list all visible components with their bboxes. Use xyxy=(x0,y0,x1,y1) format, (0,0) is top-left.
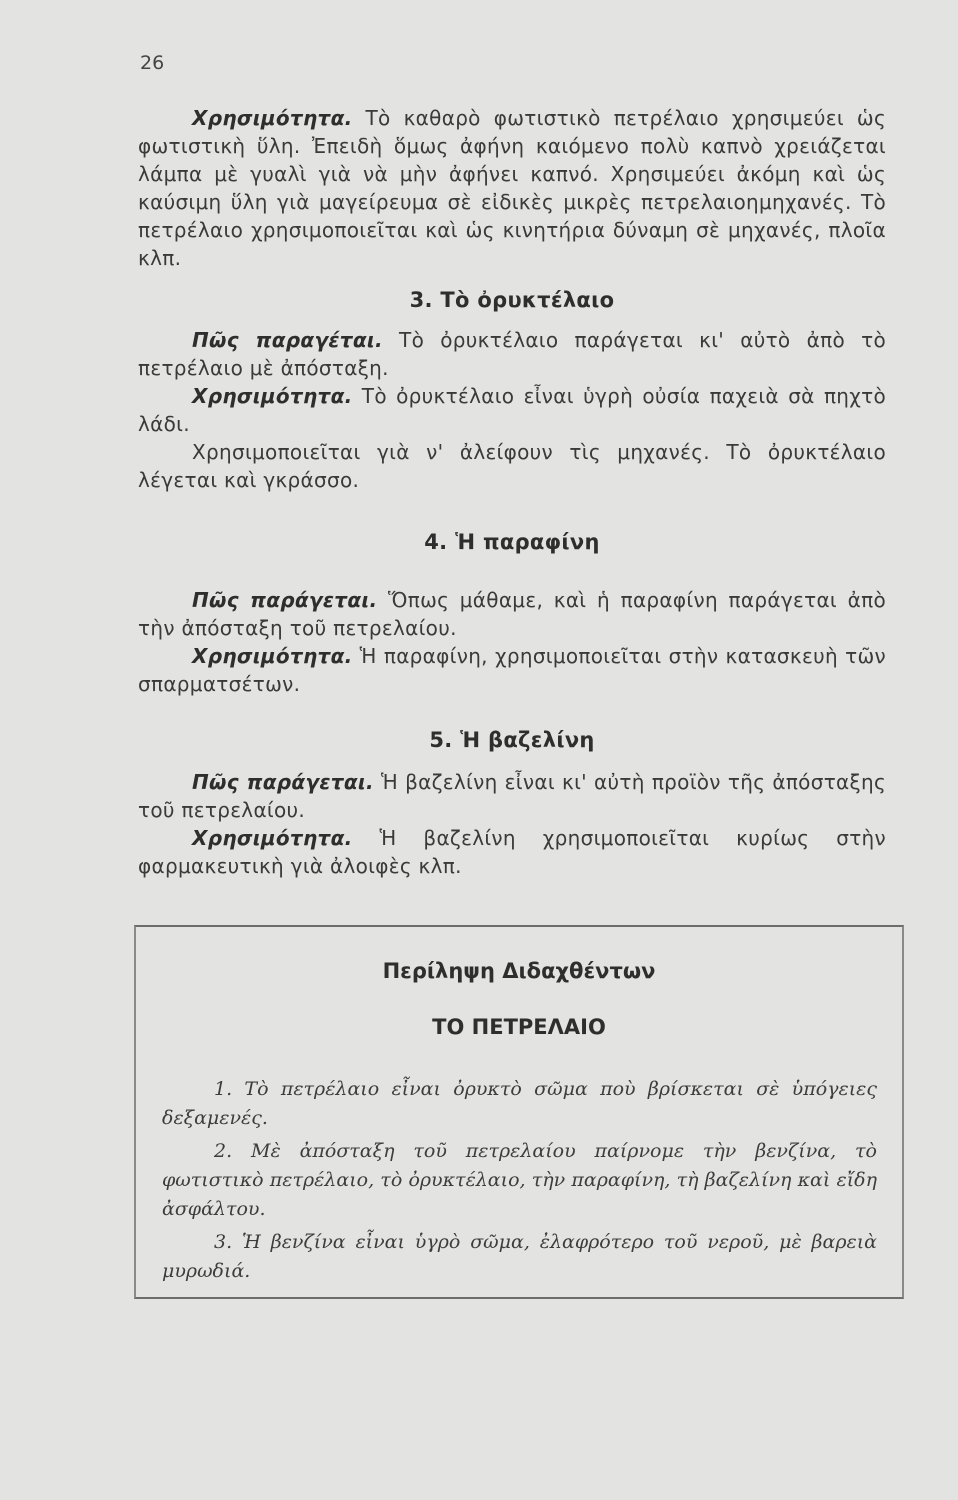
paragraph-usefulness-kerosene xyxy=(138,104,886,272)
paragraph-text: Τὸ καθαρὸ φωτιστικὸ πετρέλαιο χρησιμεύει ὡς φωτιστικὴ ὕλη. Ἐπειδὴ ὅμως ἀφήνη καιόμενο πολὺ καπνὸ χρειάζεται λάμπα μὲ γυαλὶ γιὰ νὰ μὴν ἀφήνει καπνό. Χρησιμεύει ἀκόμη καὶ ὡς καύσιμη ὕλη γιὰ μαγείρευμα σὲ εἰδικὲς μικρὲς πετρελαιοημηχανές. Τὸ πετρέλαιο χρησιμοποιεῖται καὶ ὡς κινητήρια δύναμη σὲ μηχανές, πλοῖα κλπ. xyxy=(138,106,886,270)
paragraph-text: Ἡ βαζελίνη χρησιμοποιεῖται κυρίως στὴν φαρμακευτικὴ γιὰ ἀλοιφὲς κλπ. xyxy=(138,826,886,878)
run-in-heading: Πῶς παράγεται. xyxy=(192,588,378,612)
summary-item: 1. Τὸ πετρέλαιο εἶναι ὀρυκτὸ σῶμα ποὺ βρίσκεται σὲ ὑπόγειες δεξαμενές. xyxy=(162,1078,877,1129)
section-title-mineral-oil: 3. Τὸ ὀρυκτέλαιο xyxy=(409,288,615,312)
page-number: 26 xyxy=(140,52,165,74)
run-in-heading: Πῶς παράγεται. xyxy=(192,770,374,794)
summary-item: 3. Ἡ βενζίνα εἶναι ὑγρὸ σῶμα, ἐλαφρότερο τοῦ νεροῦ, μὲ βαρειὰ μυρωδιά. xyxy=(162,1231,877,1282)
section-title-paraffin: 4. Ἡ παραφίνη xyxy=(424,530,600,554)
summary-list xyxy=(162,1075,877,1290)
summary-item: 2. Μὲ ἀπόσταξη τοῦ πετρελαίου παίρνομε τὴν βενζίνα, τὸ φωτιστικὸ πετρέλαιο, τὸ ὀρυκτέλαιο, τὴν παραφίνη, τὴ βαζελίνη καὶ εἴδη ἀσφάλτου. xyxy=(162,1140,877,1220)
run-in-heading: Χρησιμότητα. xyxy=(192,826,353,850)
paragraph-vaseline-usefulness xyxy=(138,824,886,880)
paragraph-text: Τὸ ὀρυκτέλαιο εἶναι ὑγρὴ οὐσία παχειὰ σὰ πηχτὸ λάδι. xyxy=(138,384,886,436)
summary-title: Περίληψη Διδαχθέντων xyxy=(382,959,656,983)
run-in-heading: Χρησιμότητα. xyxy=(192,644,353,668)
section-title-vaseline: 5. Ἡ βαζελίνη xyxy=(429,728,595,752)
paragraph-mineral-oil-usefulness xyxy=(138,382,886,438)
paragraph-text: Τὸ ὀρυκτέλαιο παράγεται κι' αὐτὸ ἀπὸ τὸ πετρέλαιο μὲ ἀπόσταξη. xyxy=(138,328,886,380)
paragraph-text: Ἡ παραφίνη, χρησιμοποιεῖται στὴν κατασκευὴ τῶν σπαρματσέτων. xyxy=(138,644,886,696)
run-in-heading: Πῶς παραγέται. xyxy=(192,328,383,352)
paragraph-paraffin-usefulness xyxy=(138,642,886,698)
paragraph-mineral-oil-production xyxy=(138,326,886,382)
run-in-heading: Χρησιμότητα. xyxy=(192,106,353,130)
paragraph-mineral-oil-use: Χρησιμοποιεῖται γιὰ ν' ἀλείφουν τὶς μηχανές. Τὸ ὀρυκτέλαιο λέγεται καὶ γκράσσο. xyxy=(138,440,886,492)
summary-box xyxy=(134,925,904,1299)
paragraph-text: Ὅπως μάθαμε, καὶ ἡ παραφίνη παράγεται ἀπὸ τὴν ἀπόσταξη τοῦ πετρελαίου. xyxy=(138,588,886,640)
main-text xyxy=(138,104,886,880)
run-in-heading: Χρησιμότητα. xyxy=(192,384,353,408)
paragraph-vaseline-production xyxy=(138,768,886,824)
paragraph-text: Ἡ βαζελίνη εἶναι κι' αὐτὴ προϊὸν τῆς ἀπόσταξης τοῦ πετρελαίου. xyxy=(138,770,886,822)
summary-subtitle: ΤΟ ΠΕΤΡΕΛΑΙΟ xyxy=(432,1015,606,1039)
paragraph-paraffin-production xyxy=(138,586,886,642)
